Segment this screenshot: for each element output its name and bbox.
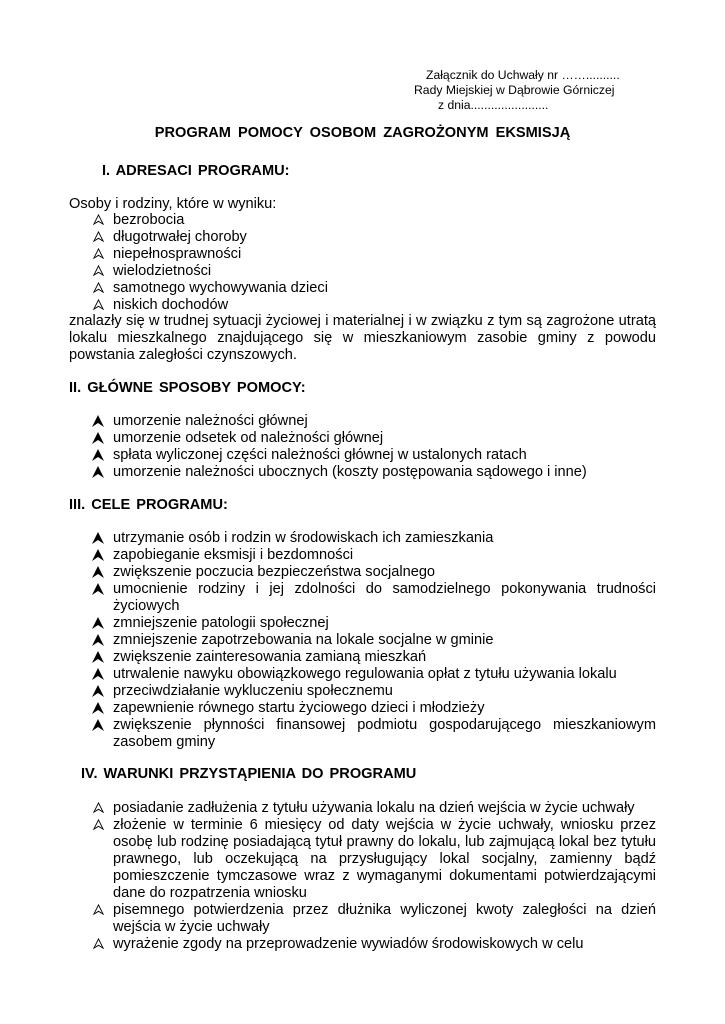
list-item: [69, 547, 656, 564]
list-item: [69, 683, 656, 700]
list-item: [69, 717, 656, 751]
list-item: [69, 700, 656, 717]
list-item: [69, 649, 656, 666]
list-item-text: utrwalenie nawyku obowiązkowego regulowania opłat z tytułu używania lokalu: [113, 666, 617, 682]
list-item-text: niepełnosprawności: [113, 246, 242, 262]
list-item: [69, 817, 656, 902]
list-item-text: zwiększenie poczucia bezpieczeństwa socjalnego: [113, 564, 436, 580]
section-3-heading: III. CELE PROGRAMU:: [69, 497, 228, 513]
list-item: [69, 413, 656, 430]
list-item: [69, 280, 656, 297]
list-item: [69, 447, 656, 464]
filled-arrowhead-icon: [91, 632, 105, 649]
section-2-heading: II. GŁÓWNE SPOSOBY POMOCY:: [69, 380, 306, 396]
section-1-heading: I. ADRESACI PROGRAMU:: [102, 163, 290, 179]
filled-arrowhead-icon: [91, 547, 105, 564]
section-1-outro: znalazły się w trudnej sytuacji życiowej i materialnej i w związku z tym są zagrożone utratą lokalu mieszkalnego znajdującego się w mieszkaniowym zasobie gminy z powodu powstania zaległości czynszowych.: [69, 313, 656, 363]
list-item: [69, 936, 656, 953]
filled-arrowhead-icon: [91, 464, 105, 481]
list-item-text: zwiększenie zainteresowania zamianą mieszkań: [113, 649, 427, 665]
outline-arrowhead-icon: [91, 263, 105, 280]
filled-arrowhead-icon: [91, 649, 105, 666]
outline-arrowhead-icon: [91, 817, 105, 834]
outline-arrowhead-icon: [91, 936, 105, 953]
list-item: [69, 229, 656, 246]
filled-arrowhead-icon: [91, 430, 105, 447]
list-item-text: wielodzietności: [113, 263, 212, 279]
list-item-text: posiadanie zadłużenia z tytułu używania lokalu na dzień wejścia w życie uchwały: [113, 800, 635, 816]
list-item-text: niskich dochodów: [113, 297, 229, 313]
list-item-text: zapobieganie eksmisji i bezdomności: [113, 547, 354, 563]
filled-arrowhead-icon: [91, 717, 105, 734]
annex-line-3: z dnia.......................: [438, 98, 549, 112]
annex-header: [414, 68, 620, 113]
section-4-heading: IV. WARUNKI PRZYSTĄPIENIA DO PROGRAMU: [81, 766, 417, 782]
list-item-text: pisemnego potwierdzenia przez dłużnika wyliczonej kwoty zaległości na dzień wejścia w życie uchwały: [113, 902, 656, 935]
outline-arrowhead-icon: [91, 800, 105, 817]
annex-line-1: Załącznik do Uchwały nr ……..........: [426, 68, 620, 82]
document-title: PROGRAM POMOCY OSOBOM ZAGROŻONYM EKSMISJĄ: [154, 125, 571, 141]
list-item: [69, 666, 656, 683]
list-item-text: umorzenie należności ubocznych (koszty postępowania sądowego i inne): [113, 464, 587, 480]
filled-arrowhead-icon: [91, 683, 105, 700]
list-item: [69, 263, 656, 280]
list-item: [69, 212, 656, 229]
list-item-text: przeciwdziałanie wykluczeniu społecznemu: [113, 683, 393, 699]
filled-arrowhead-icon: [91, 700, 105, 717]
list-item: [69, 297, 656, 314]
list-item-text: wyrażenie zgody na przeprowadzenie wywiadów środowiskowych w celu: [113, 936, 584, 952]
list-item: [69, 615, 656, 632]
list-item-text: utrzymanie osób i rodzin w środowiskach ich zamieszkania: [113, 530, 494, 546]
outline-arrowhead-icon: [91, 246, 105, 263]
list-item-text: umorzenie odsetek od należności głównej: [113, 430, 384, 446]
outline-arrowhead-icon: [91, 297, 105, 314]
list-item: [69, 581, 656, 615]
section-1-intro: Osoby i rodziny, które w wyniku:: [69, 196, 277, 212]
list-item: [69, 246, 656, 263]
list-item-text: zmniejszenie zapotrzebowania na lokale socjalne w gminie: [113, 632, 494, 648]
annex-line-2: Rady Miejskiej w Dąbrowie Górniczej: [414, 83, 615, 97]
list-item-text: umorzenie należności głównej: [113, 413, 308, 429]
list-item-text: spłata wyliczonej części należności głównej w ustalonych ratach: [113, 447, 527, 463]
list-item-text: samotnego wychowywania dzieci: [113, 280, 328, 296]
list-item: [69, 530, 656, 547]
list-item: [69, 800, 656, 817]
list-item-text: zapewnienie równego startu życiowego dzieci i młodzieży: [113, 700, 485, 716]
list-item-text: zmniejszenie patologii społecznej: [113, 615, 329, 631]
filled-arrowhead-icon: [91, 564, 105, 581]
section-3-list: [69, 530, 656, 751]
section-1-list: [69, 212, 656, 314]
filled-arrowhead-icon: [91, 615, 105, 632]
outline-arrowhead-icon: [91, 212, 105, 229]
list-item-text: złożenie w terminie 6 miesięcy od daty wejścia w życie uchwały, wniosku przez osobę lub rodzinę posiadającą tytuł prawny do lokalu, lub zajmującą lokal bez tytułu prawnego, lub oczekującą na przysługujący lokal socjalny, zamienny bądź pomieszczenie tymczasowe wraz z wymaganymi dokumentami potwierdzającymi dane do rozpatrzenia wniosku: [113, 817, 656, 901]
outline-arrowhead-icon: [91, 280, 105, 297]
outline-arrowhead-icon: [91, 229, 105, 246]
section-2-list: [69, 413, 656, 481]
filled-arrowhead-icon: [91, 581, 105, 598]
list-item-text: zwiększenie płynności finansowej podmiotu gospodarującego mieszkaniowym zasobem gminy: [113, 717, 656, 750]
filled-arrowhead-icon: [91, 447, 105, 464]
list-item-text: umocnienie rodziny i jej zdolności do samodzielnego pokonywania trudności życiowych: [113, 581, 656, 614]
filled-arrowhead-icon: [91, 666, 105, 683]
list-item: [69, 902, 656, 936]
filled-arrowhead-icon: [91, 413, 105, 430]
list-item: [69, 430, 656, 447]
list-item: [69, 564, 656, 581]
outline-arrowhead-icon: [91, 902, 105, 919]
filled-arrowhead-icon: [91, 530, 105, 547]
list-item: [69, 632, 656, 649]
list-item-text: długotrwałej choroby: [113, 229, 247, 245]
list-item-text: bezrobocia: [113, 212, 185, 228]
section-4-list: [69, 800, 656, 953]
list-item: [69, 464, 656, 481]
